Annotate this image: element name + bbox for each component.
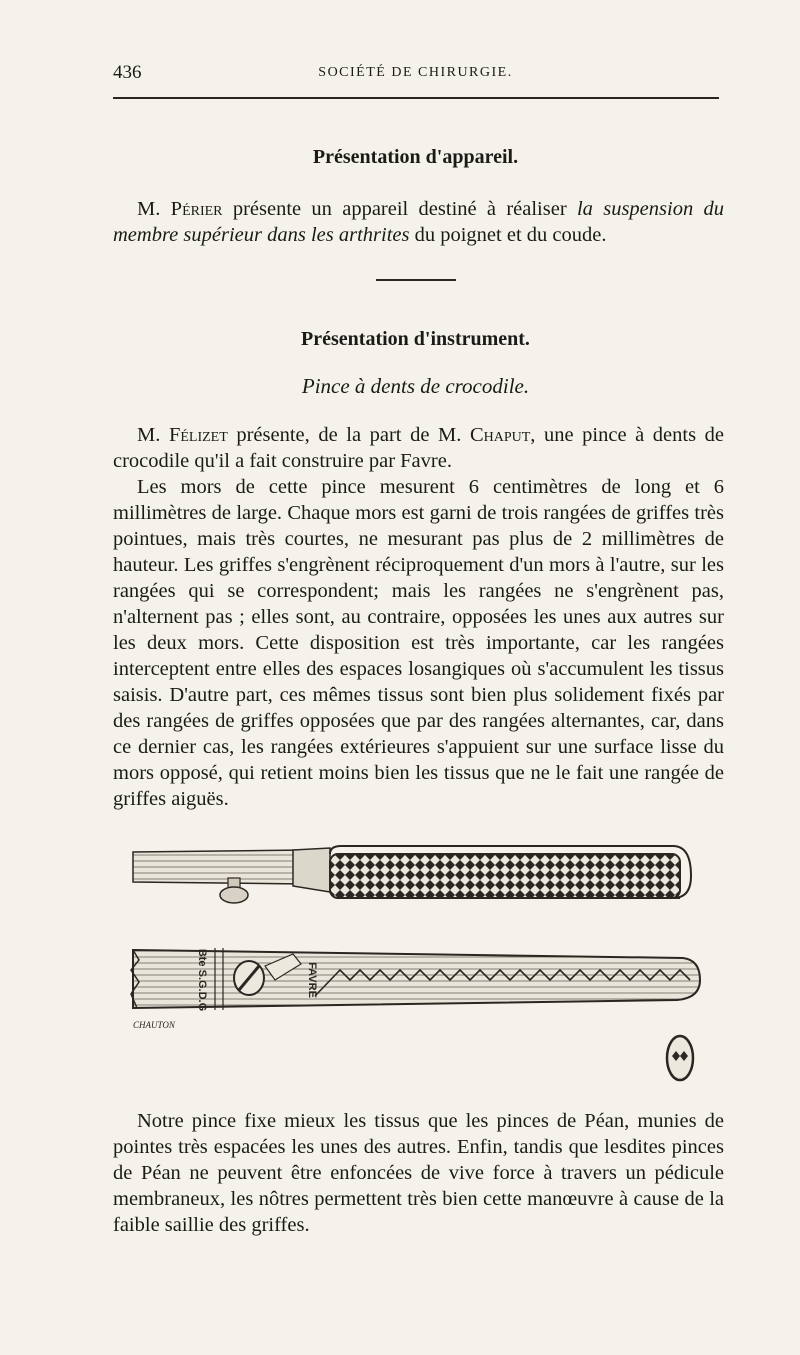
text-run: Notre pince fixe mieux les tissus que les pinces de Péan, munies de pointes très espacées les unes des autres. Enfin, tandis que lesdites pinces de Péan ne peuvent être enfoncées de vive force à travers un pédicule membraneux, les nôtres permettent très bien cette manœuvre à cause de la faible saillie des griffes. (113, 1110, 724, 1236)
author-name-perier: Périer (170, 198, 223, 220)
text-run: présente, de la part de M. (227, 424, 470, 446)
italic-phrase: la suspension du membre supérieur dans les arthrites (113, 198, 725, 246)
running-head (113, 62, 718, 90)
text-run: du poignet et du coude. (409, 224, 607, 246)
text-run: présente un appareil destiné à réaliser (222, 198, 577, 220)
lower-jaw-view (131, 948, 700, 1011)
section-divider (376, 279, 456, 281)
paragraph-description (113, 474, 724, 812)
paragraph-appareil (113, 196, 724, 248)
maker-mark: FAVRE (306, 962, 318, 998)
paragraph-presentation (113, 422, 724, 474)
patent-mark: Bte S.G.D.G (196, 948, 208, 1012)
text-run: Les mors de cette pince mesurent 6 centimètres de long et 6 millimètres de large. Chaque mors est garni de trois rangées de griffes très pointues, mais très courtes, ne mesurant pas plus de 2 millimètres de hauteur. Les griffes s'engrènent réciproquement d'un mors à l'autre, sur les rangées qui se correspondent; mais les rangées ne s'engrènent pas, n'alternent pas ; elles sont, au contraire, opposées les unes aux autres sur les deux mors. Cette disposition est très importante, car les rangées interceptent entre elles des espaces losangiques où s'accumulent les tissus saisis. D'autre part, ces mêmes tissus sont bien plus solidement fixés par des rangées de griffes opposées que par des rangées alternantes, car, dans ce dernier cas, les rangées extérieures s'appuient sur une surface lisse du mors opposé, qui retient moins bien les tissus que ne le fait une rangée de griffes aiguës. (113, 476, 724, 810)
text-run: M. (137, 198, 171, 220)
author-name-chaput: Chaput (469, 424, 531, 446)
paragraph-conclusion (113, 1108, 724, 1238)
text-run: M. (137, 424, 169, 446)
page-number: 436 (113, 62, 142, 83)
cross-section-icon (667, 1036, 693, 1080)
section-title-appareil: Présentation d'appareil. (312, 146, 519, 168)
pivot-screw-icon (234, 961, 264, 995)
subtitle-pince: Pince à dents de crocodile. (301, 374, 530, 398)
journal-name: SOCIÉTÉ DE CHIRURGIE. (318, 65, 513, 80)
forceps-illustration (125, 840, 715, 1090)
upper-jaw-view (133, 846, 691, 903)
section-title-instrument: Présentation d'instrument. (301, 328, 530, 350)
header-rule (113, 97, 719, 99)
engraver-signature: CHAUTON (133, 1020, 175, 1030)
text-run: , une pince à dents de crocodile qu'il a fait construire par Favre. (113, 424, 724, 472)
author-name-felizet: Félizet (168, 424, 228, 446)
